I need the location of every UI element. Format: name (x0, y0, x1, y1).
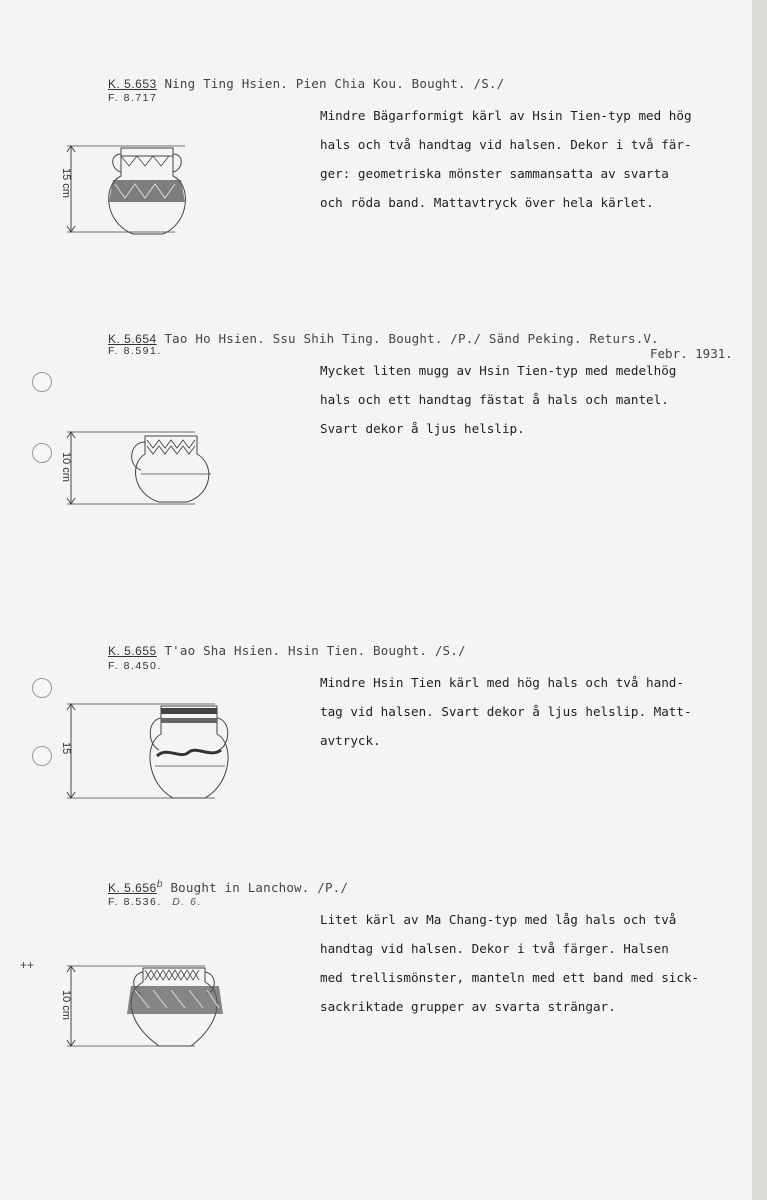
field-number (108, 896, 202, 908)
description-line: Mindre Bägarformigt kärl av Hsin Tien-typ med hög (320, 108, 692, 123)
entry-description (320, 905, 745, 1021)
description-line: handtag vid halsen. Dekor i två färger. Halsen (320, 941, 669, 956)
punch-hole (32, 746, 52, 766)
description-line: och röda band. Mattavtryck över hela kärlet. (320, 195, 654, 210)
description-line: med trellismönster, manteln med ett band med sick- (320, 970, 700, 985)
description-line: tag vid halsen. Svart dekor å ljus helslip. Matt- (320, 704, 692, 719)
vessel-drawing (55, 428, 225, 510)
description-line: Litet kärl av Ma Chang-typ med låg hals och två (320, 912, 677, 927)
field-number: F. 8.450. (108, 660, 162, 672)
entry-description (320, 668, 745, 755)
description-line: hals och ett handtag fästat å hals och mantel. (320, 392, 669, 407)
description-line: ger: geometriska mönster sammansatta av svarta (320, 166, 669, 181)
vessel-drawing (55, 140, 205, 242)
catalog-annotation: b (156, 879, 163, 890)
entry-description (320, 356, 745, 443)
field-number: F. 8.717 (108, 92, 158, 104)
field-annotation: D. 6. (172, 896, 202, 908)
field-number: F. 8.591. (108, 345, 162, 357)
side-mark: ++ (20, 958, 35, 972)
entry-header (108, 331, 659, 346)
description-line: sackriktade grupper av svarta strängar. (320, 999, 616, 1014)
entry-header-text: Bought in Lanchow. /P./ (170, 880, 349, 896)
description-line: Svart dekor å ljus helslip. (320, 421, 525, 436)
punch-hole (32, 372, 52, 392)
page-edge (752, 0, 767, 1200)
description-line: Mycket liten mugg av Hsin Tien-typ med medelhög (320, 363, 677, 378)
vessel-drawing (55, 960, 235, 1052)
description-line: hals och två handtag vid halsen. Dekor i två fär- (320, 137, 692, 152)
entry-description (320, 101, 745, 217)
scale-label: 15 (60, 742, 72, 755)
scale-label: 10 cm (60, 452, 72, 482)
catalog-number: K. 5.656 (108, 881, 157, 896)
entry-header-text: T'ao Sha Hsien. Hsin Tien. Bought. /S./ (164, 643, 466, 658)
catalog-number: K. 5.653 (108, 77, 157, 91)
entry-header-text: Tao Ho Hsien. Ssu Shih Ting. Bought. /P./ Sänd Peking. Returs.V. (164, 331, 659, 346)
punch-hole (32, 443, 52, 463)
vessel-drawing (55, 700, 255, 804)
catalog-number: K. 5.655 (108, 644, 157, 658)
punch-hole (32, 678, 52, 698)
catalog-number: K. 5.654 (108, 332, 157, 346)
description-line: avtryck. (320, 733, 381, 748)
entry-header (108, 879, 348, 895)
entry-header (108, 643, 466, 658)
date-note: Febr. 1931. (650, 346, 733, 361)
field-number-value: F. 8.536. (108, 896, 162, 908)
entry-header (108, 76, 504, 91)
scale-label: 15 cm (60, 168, 72, 198)
scale-label: 10 cm (60, 990, 72, 1020)
description-line: Mindre Hsin Tien kärl med hög hals och två hand- (320, 675, 684, 690)
entry-header-text: Ning Ting Hsien. Pien Chia Kou. Bought. /S./ (164, 76, 505, 91)
